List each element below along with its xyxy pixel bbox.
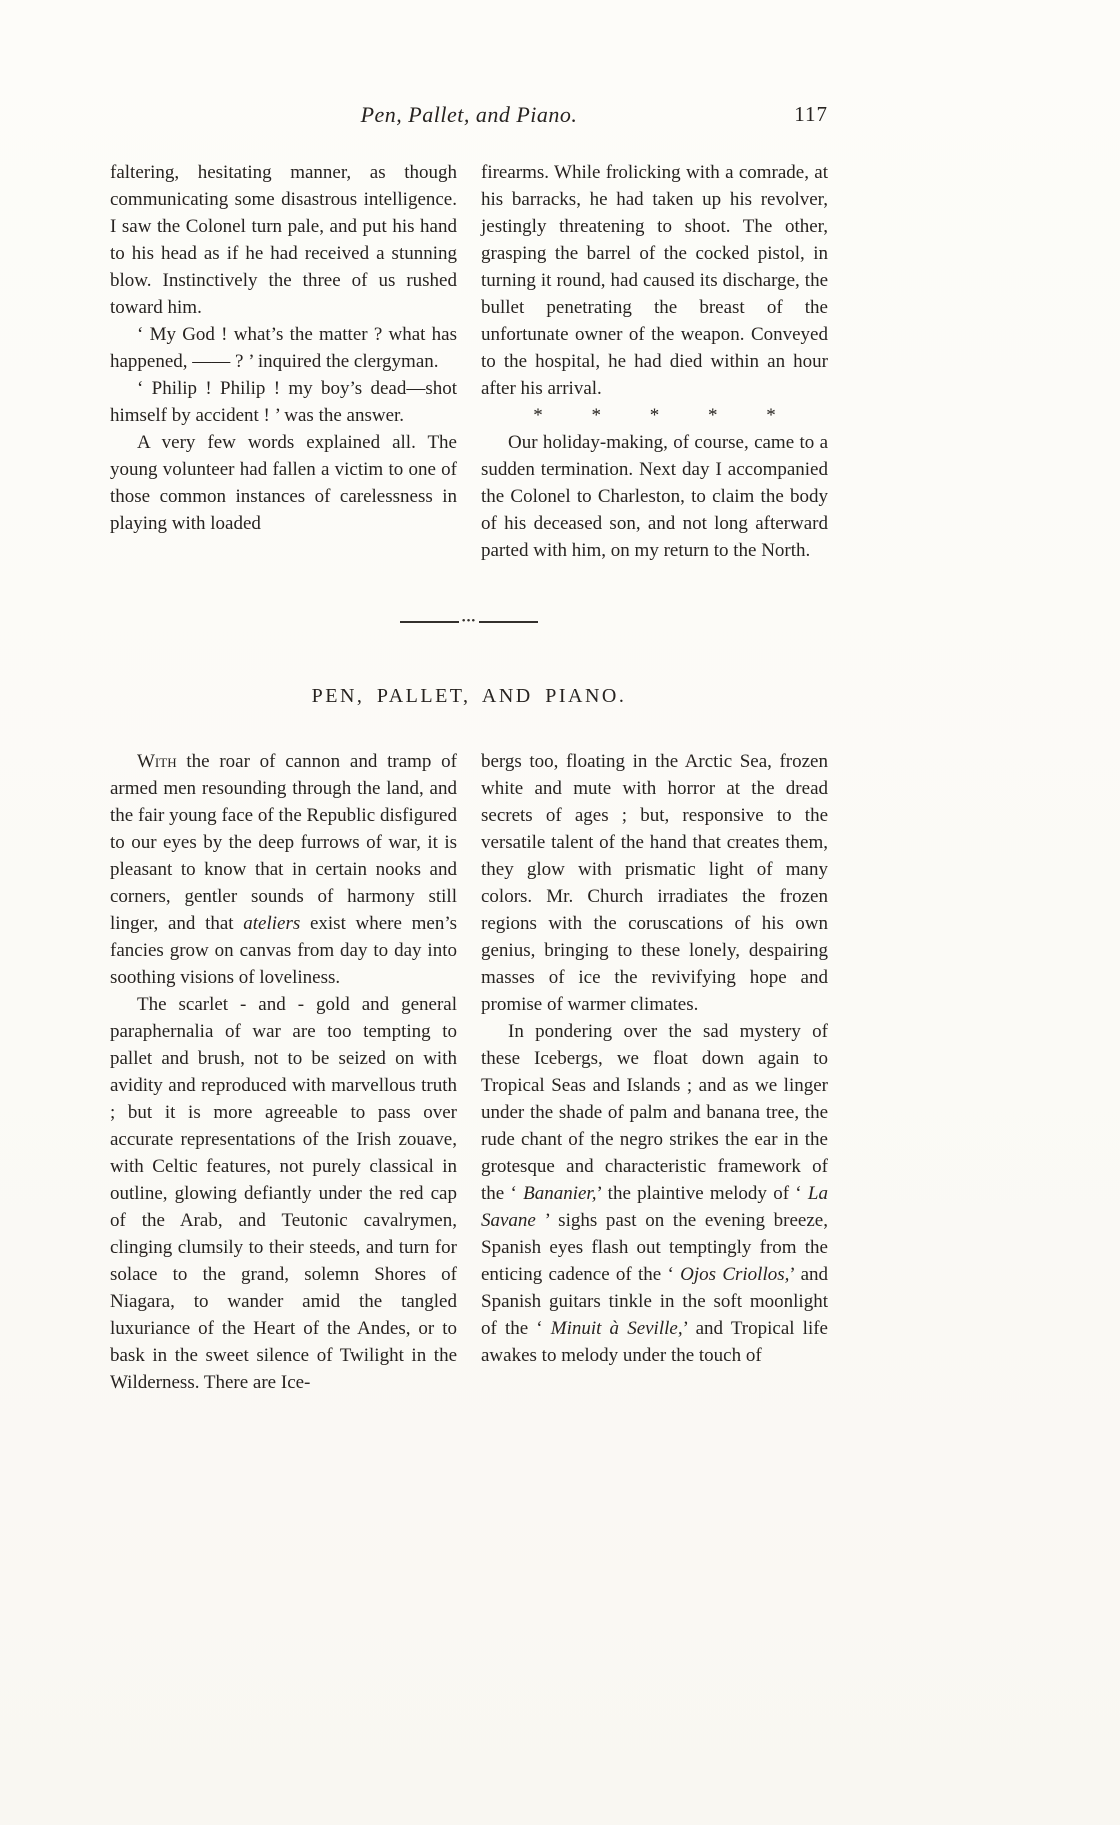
paragraph: With the roar of cannon and tramp of armed men resounding through the land, and the fair young face of the Republic disfigured to our eyes by the deep furrows of war, it is pleasant to know that in certain nooks and corners, gentler sounds of harmony still linger, and that ateliers exist where men’s fancies grow on canvas from day to day into soothing visions of loveliness. (110, 751, 458, 988)
paragraph: Our holiday-making, of course, came to a sudden termination. Next day I accompanied the Colonel to Charleston, to claim the body of his deceased son, and not long afterward parted with him, on my return to the North. (481, 432, 828, 561)
section-divider (400, 616, 538, 627)
paragraph: bergs too, floating in the Arctic Sea, frozen white and mute with horror at the dread secrets of ages ; but, responsive to the versatile talent of the hand that creates them, they glow with prismatic light of many colors. Mr. Church irradiates the frozen regions with the coruscations of his own genius, bringing to these lonely, despairing masses of ice the revivifying hope and promise of warmer climates. (481, 751, 828, 1015)
paragraph: faltering, hesitating manner, as though communicating some disastrous intelligence. I saw the Colonel turn pale, and put his hand to his head as if he had received a stunning blow. Instinctively the three of us rushed toward him. (110, 162, 457, 318)
story-conclusion-section (110, 159, 828, 564)
paragraph: The scarlet - and - gold and general paraphernalia of war are too tempting to pallet and brush, not to be seized on with avidity and reproduced with marvellous truth ; but it is more agreeable to pass over accurate representations of the Irish zouave, with Celtic features, not purely classical in outline, glowing defiantly under the red cap of the Arab, and Teutonic cavalrymen, clinging clumsily to their steeds, and turn for solace to the grand, solemn Shores of Niagara, to wander amid the tangled luxuriance of the Heart of the Andes, or to bask in the sweet silence of Twilight in the Wilderness. There are Ice- (110, 994, 457, 1393)
paragraph: firearms. While frolicking with a comrade, at his barracks, he had taken up his revolver, jestingly threatening to shoot. The other, grasping the barrel of the cocked pistol, in turning it round, had caused its discharge, the bullet penetrating the breast of the unfortunate owner of the weapon. Conveyed to the hospital, he had died within an hour after his arrival. (481, 162, 828, 399)
divider-ornament-icon: ••• (461, 615, 477, 627)
story-right-column (481, 159, 828, 564)
paragraph: ‘ Philip ! Philip ! my boy’s dead—shot himself by accident ! ’ was the answer. (110, 378, 457, 426)
asterisk-separator: * * * * * (533, 405, 776, 426)
paragraph: ‘ My God ! what’s the matter ? what has happened, —— ? ’ inquired the clergyman. (110, 324, 457, 372)
article-title: PEN, PALLET, AND PIANO. (311, 685, 627, 707)
paragraph: A very few words explained all. The young volunteer had fallen a victim to one of those common instances of carelessness in playing with loaded (110, 432, 457, 534)
page-number: 117 (794, 102, 828, 126)
article-body-section (110, 748, 828, 1396)
article-right-column (481, 748, 828, 1396)
divider-rule-right (479, 621, 538, 623)
running-header (110, 102, 828, 132)
page-content (110, 102, 828, 1396)
paragraph: In pondering over the sad mystery of these Icebergs, we float down again to Tropical Seas and Islands ; and as we linger under the shade of palm and banana tree, the rude chant of the negro strikes the ear in the grotesque and characteristic framework of the ‘ Bananier,’ the plaintive melody of ‘ La Savane ’ sighs past on the evening breeze, Spanish eyes flash out temptingly from the enticing cadence of the ‘ Ojos Criollos,’ and Spanish guitars tinkle in the soft moonlight of the ‘ Minuit à Seville,’ and Tropical life awakes to melody under the touch of (481, 1021, 829, 1366)
article-left-column (110, 748, 457, 1396)
story-left-column (110, 159, 457, 564)
running-header-title: Pen, Pallet, and Piano. (360, 102, 578, 127)
divider-rule-left (400, 621, 459, 623)
